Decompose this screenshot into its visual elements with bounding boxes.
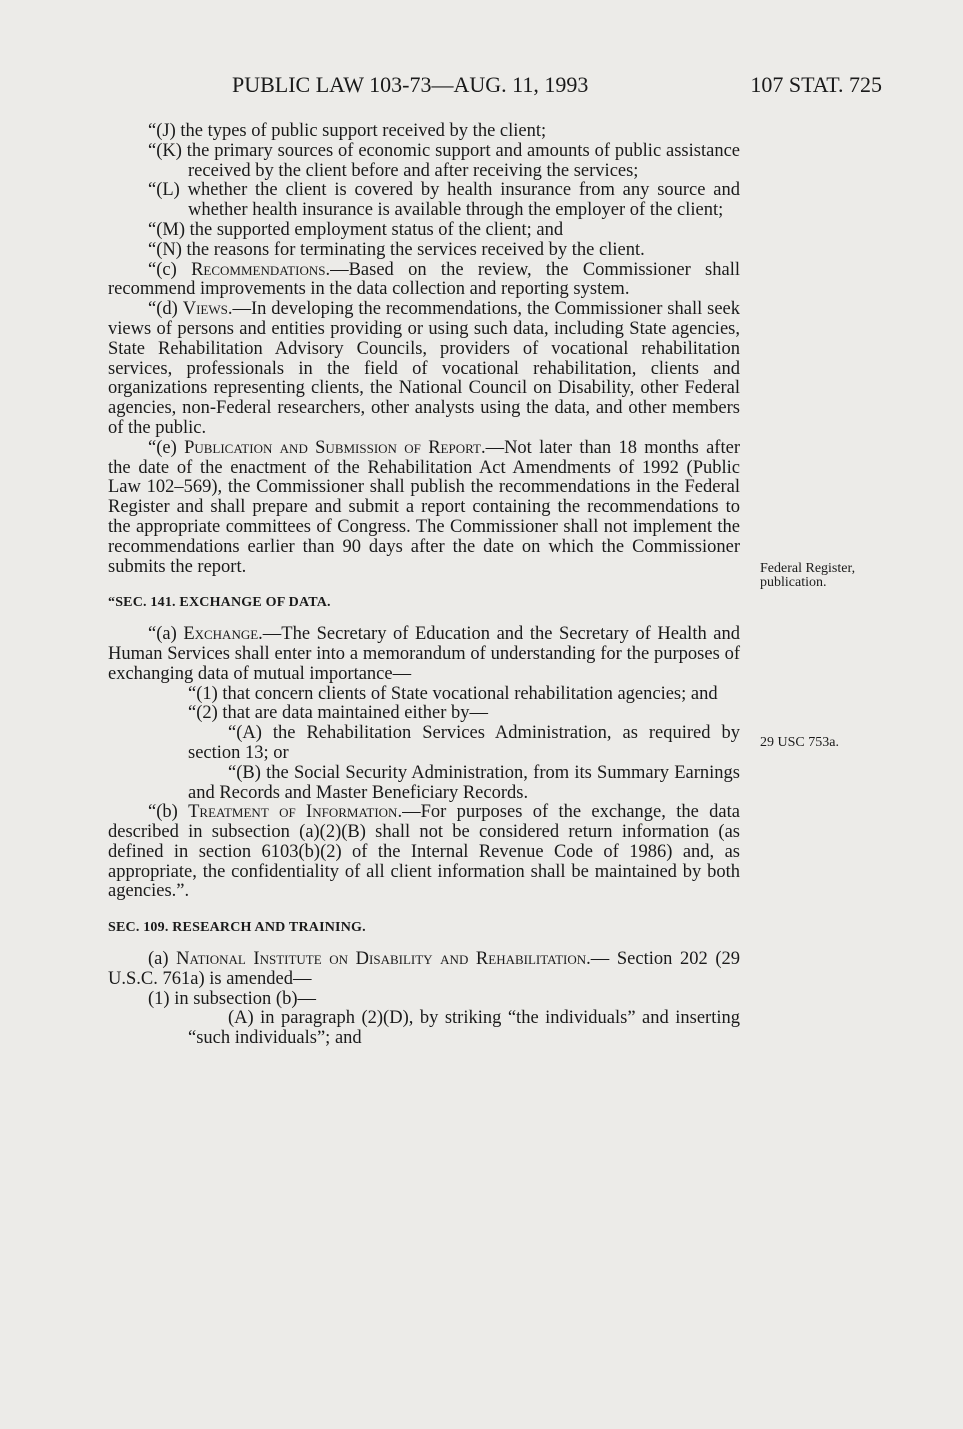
subsection-d-text: .—In developing the recommendations, the Commissioner shall seek views of persons and entities providing or using such data, including State agencies, State Rehabilitation Advisory Councils, providers of vocational rehabilitation services, professionals in the field of vocational rehabilitation, clients and organizations representing clients, the National Council on Disability, other Federal agencies, non-Federal researchers, other analysts using the data, and other members of the public. (108, 299, 740, 438)
subparagraph-a2-B: “(B) the Social Security Administration, from its Summary Earnings and Records and Master Beneficiary Records. (188, 762, 740, 803)
subsection-d-prefix: “(d) (148, 299, 183, 320)
subsection-b-text: .—For purposes of the exchange, the data described in subsection (a)(2)(B) shall not be considered return information (as defined in section 6103(b)(2) of the Internal Revenue Code of 1986) and, as appropriate, the confidentiality of all client information shall be maintained by both agencies.”. (108, 802, 740, 902)
subsection-b-treatment (108, 803, 740, 902)
subsection-a-text: .—The Secretary of Education and the Secretary of Health and Human Services shall enter into a memorandum of understanding for the purposes of exchanging data of mutual importance— (108, 624, 740, 684)
margin-note-usc: 29 USC 753a. (760, 735, 839, 750)
paragraph-a1: “(1) that concern clients of State vocational rehabilitation agencies; and (188, 683, 718, 704)
section-141-heading: “SEC. 141. EXCHANGE OF DATA. (108, 595, 331, 611)
clause-m: “(M) the supported employment status of the client; and (148, 219, 564, 240)
body-text (108, 122, 740, 1049)
clause-n: “(N) the reasons for terminating the services received by the client. (148, 239, 645, 260)
subsection-d-heading: Views (182, 299, 228, 320)
paragraph-a2: “(2) that are data maintained either by— (188, 703, 488, 724)
margin-note-federal-register: Federal Register, publication. (760, 561, 856, 590)
subsection-e-heading: Publication and Submission of Report (184, 437, 481, 458)
subsection-e-text: .—Not later than 18 months after the date of the enactment of the Rehabilitation Act Amendments of 1992 (Public Law 102–569), the Commissioner shall publish the recommendations in the Federal Register and shall prepare and submit a report containing the recommendations to the appropriate committees of Congress. The Commissioner shall not implement the recommendations earlier than 90 days after the date on which the Commissioner submits the report. (108, 437, 740, 577)
nidrr-prefix: (a) (148, 949, 177, 970)
subsection-b-heading: Treatment of Information (188, 802, 398, 823)
header-stat-page: 107 STAT. 725 (750, 72, 882, 97)
clause-j: “(J) the types of public support received by the client; (148, 121, 547, 141)
header-public-law: PUBLIC LAW 103-73—AUG. 11, 1993 (232, 72, 589, 97)
paragraph-nidrr-1: (1) in subsection (b)— (148, 988, 317, 1009)
subsection-a-exchange (108, 625, 740, 684)
subsection-a-nidrr (108, 950, 740, 990)
subsection-e (108, 439, 740, 578)
section-109-heading: SEC. 109. RESEARCH AND TRAINING. (108, 920, 366, 936)
subsection-b-prefix: “(b) (148, 802, 189, 823)
subparagraph-nidrr-A: (A) in paragraph (2)(D), by striking “the individuals” and inserting “such individuals”; and (188, 1008, 740, 1049)
subsection-c-heading: Recommendations (191, 259, 326, 280)
running-header (232, 70, 882, 100)
subsection-a-prefix: “(a) (148, 624, 184, 645)
clause-l: “(L) whether the client is covered by health insurance from any source and whether health insurance is available through the employer of the client; (148, 180, 740, 221)
subsection-c-text: .—Based on the review, the Commissioner shall recommend improvements in the data collection and reporting system. (108, 259, 740, 300)
nidrr-text: .— Section 202 (29 U.S.C. 761a) is amended— (108, 949, 740, 989)
nidrr-heading: National Institute on Disability and Rehabilitation (176, 949, 587, 970)
subsection-e-prefix: “(e) (148, 437, 185, 458)
subsection-d (108, 300, 740, 439)
clause-k: “(K) the primary sources of economic support and amounts of public assistance received by the client before and after receiving the services; (148, 140, 740, 181)
subsection-c (108, 261, 740, 301)
subsection-c-prefix: “(c) (148, 259, 192, 280)
subsection-a-heading: Exchange (183, 624, 259, 645)
subparagraph-a2-A: “(A) the Rehabilitation Services Administration, as required by section 13; or (188, 723, 740, 763)
